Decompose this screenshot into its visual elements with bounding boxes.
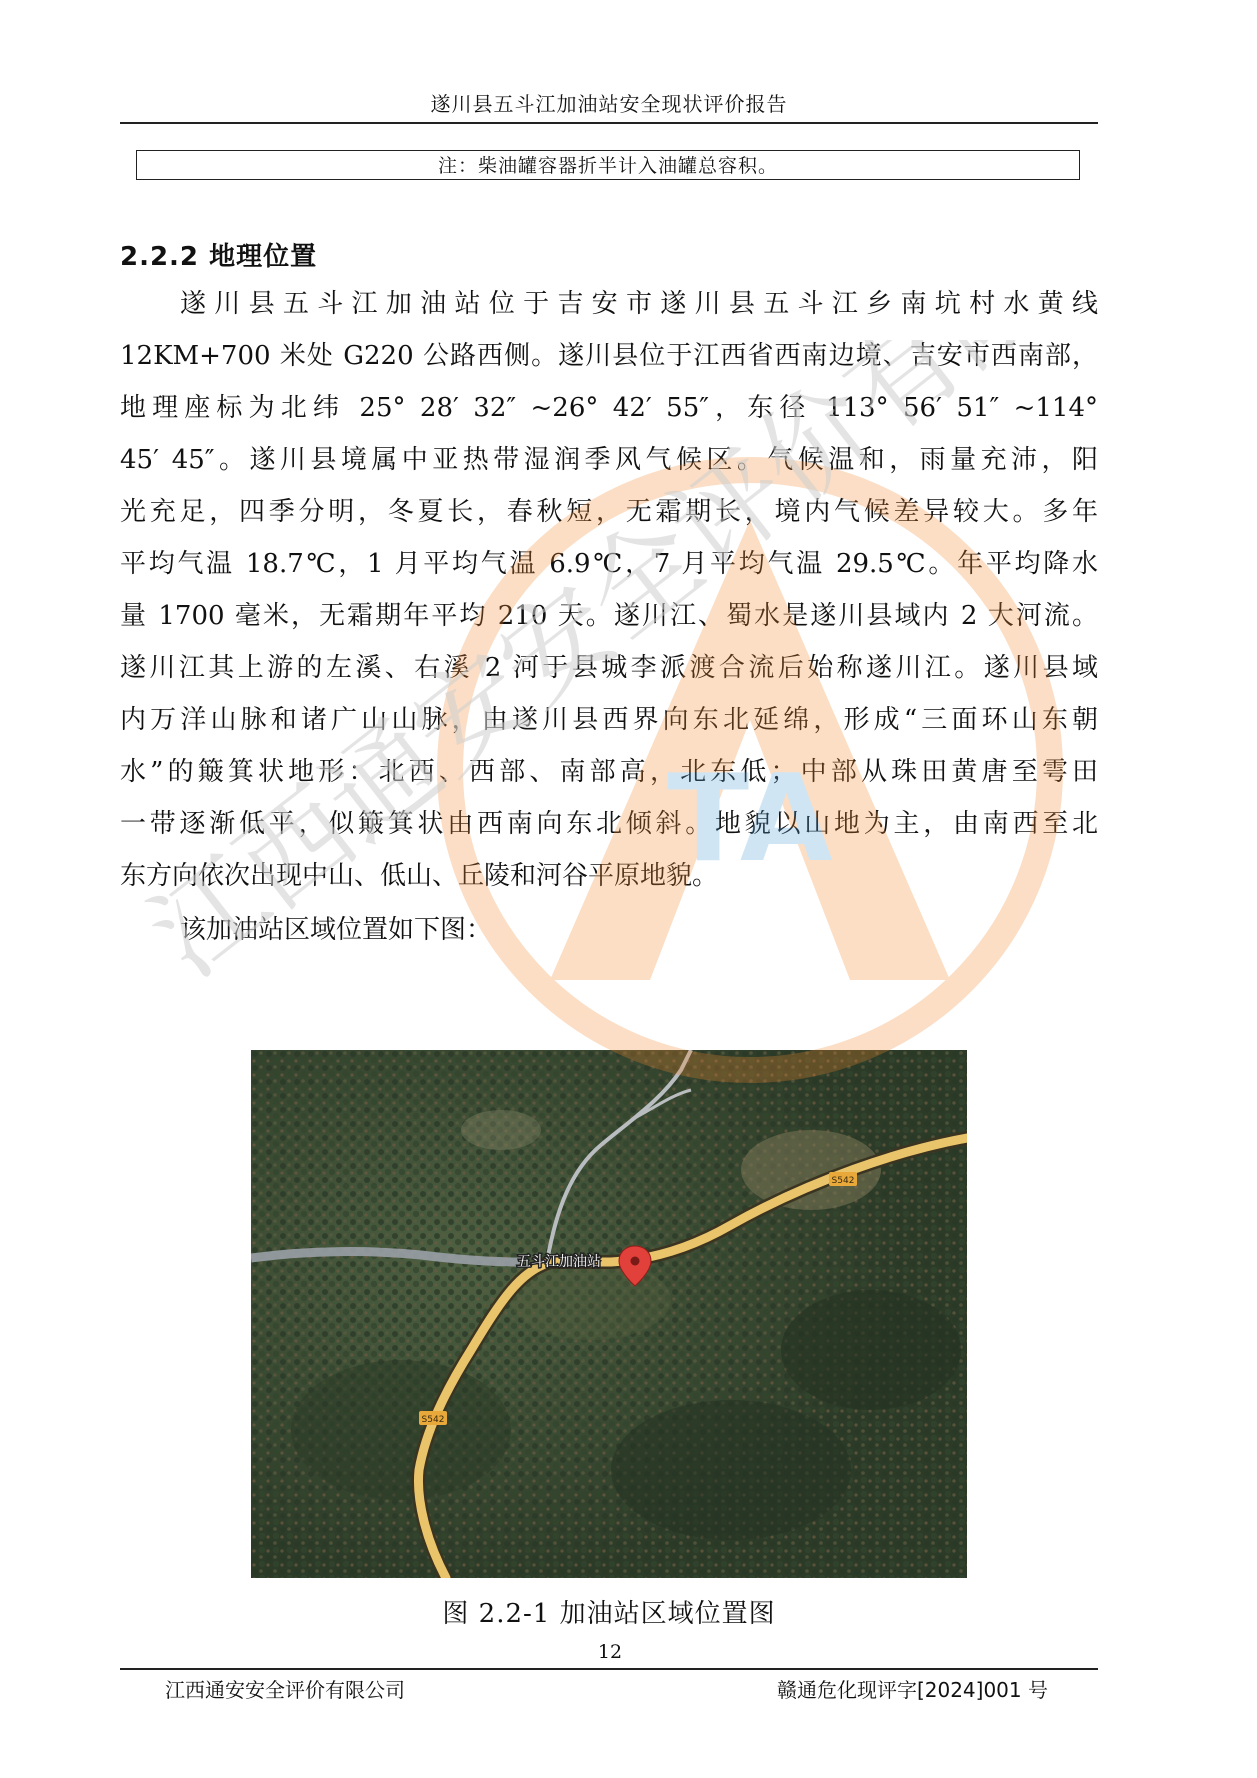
body-line: 12KM+700 米处 G220 公路西侧。遂川县位于江西省西南边境、吉安市西南部， bbox=[120, 341, 1098, 371]
body-line: 量 1700 毫米，无霜期年平均 210 天。遂川江、蜀水是遂川县域内 2 大河流。 bbox=[120, 601, 1098, 631]
body-line: 东方向依次出现中山、低山、丘陵和河谷平原地貌。 bbox=[120, 861, 719, 891]
road-label-2: S542 bbox=[421, 1415, 445, 1425]
footer-divider bbox=[120, 1668, 1098, 1670]
page-number: 12 bbox=[597, 1641, 623, 1663]
body-line: 光充足，四季分明，冬夏长，春秋短，无霜期长，境内气候差异较大。多年 bbox=[120, 497, 1098, 527]
section-heading: 2.2.2 地理位置 bbox=[120, 242, 318, 272]
satellite-map bbox=[251, 1050, 967, 1578]
page-header-title: 遂川县五斗江加油站安全现状评价报告 bbox=[430, 92, 788, 116]
footer-doc-number: 赣通危化现评字[2024]001 号 bbox=[776, 1678, 1048, 1702]
footer-company: 江西通安安全评价有限公司 bbox=[165, 1678, 405, 1702]
body-line: 45′ 45″。遂川县境属中亚热带湿润季风气候区。气候温和，雨量充沛，阳 bbox=[120, 445, 1098, 475]
note-box: 注：柴油罐容器折半计入油罐总容积。 bbox=[136, 150, 1080, 180]
body-line: 平均气温 18.7℃，1 月平均气温 6.9℃，7 月平均气温 29.5℃。年平均降水 bbox=[120, 549, 1098, 579]
figure-intro: 该加油站区域位置如下图： bbox=[180, 915, 493, 945]
figure-caption: 图 2.2-1 加油站区域位置图 bbox=[442, 1599, 776, 1629]
body-line: 遂川县五斗江加油站位于吉安市遂川县五斗江乡南坑村水黄线 bbox=[180, 289, 1098, 319]
watermark-text: 江西通安安全评价有限公司 bbox=[130, 340, 1110, 1001]
road-label-1: S542 bbox=[831, 1176, 855, 1186]
body-line: 内万洋山脉和诸广山山脉，由遂川县西界向东北延绵，形成“三面环山东朝 bbox=[120, 705, 1098, 735]
body-line: 一带逐渐低平，似簸箕状由西南向东北倾斜。地貌以山地为主，由南西至北 bbox=[120, 809, 1098, 839]
station-label: 五斗江加油站 bbox=[517, 1254, 601, 1270]
watermark-logo-letters: TA bbox=[667, 750, 833, 889]
body-line: 水”的簸箕状地形：北西、西部、南部高，北东低；中部从珠田黄唐至雩田 bbox=[120, 757, 1098, 787]
body-line: 遂川江其上游的左溪、右溪 2 河于县城李派渡合流后始称遂川江。遂川县域 bbox=[120, 653, 1098, 683]
header-divider bbox=[120, 122, 1098, 124]
body-line: 地理座标为北纬 25° 28′ 32″ ~26° 42′ 55″，东径 113° 56′ 51″ ~114° bbox=[120, 393, 1098, 423]
